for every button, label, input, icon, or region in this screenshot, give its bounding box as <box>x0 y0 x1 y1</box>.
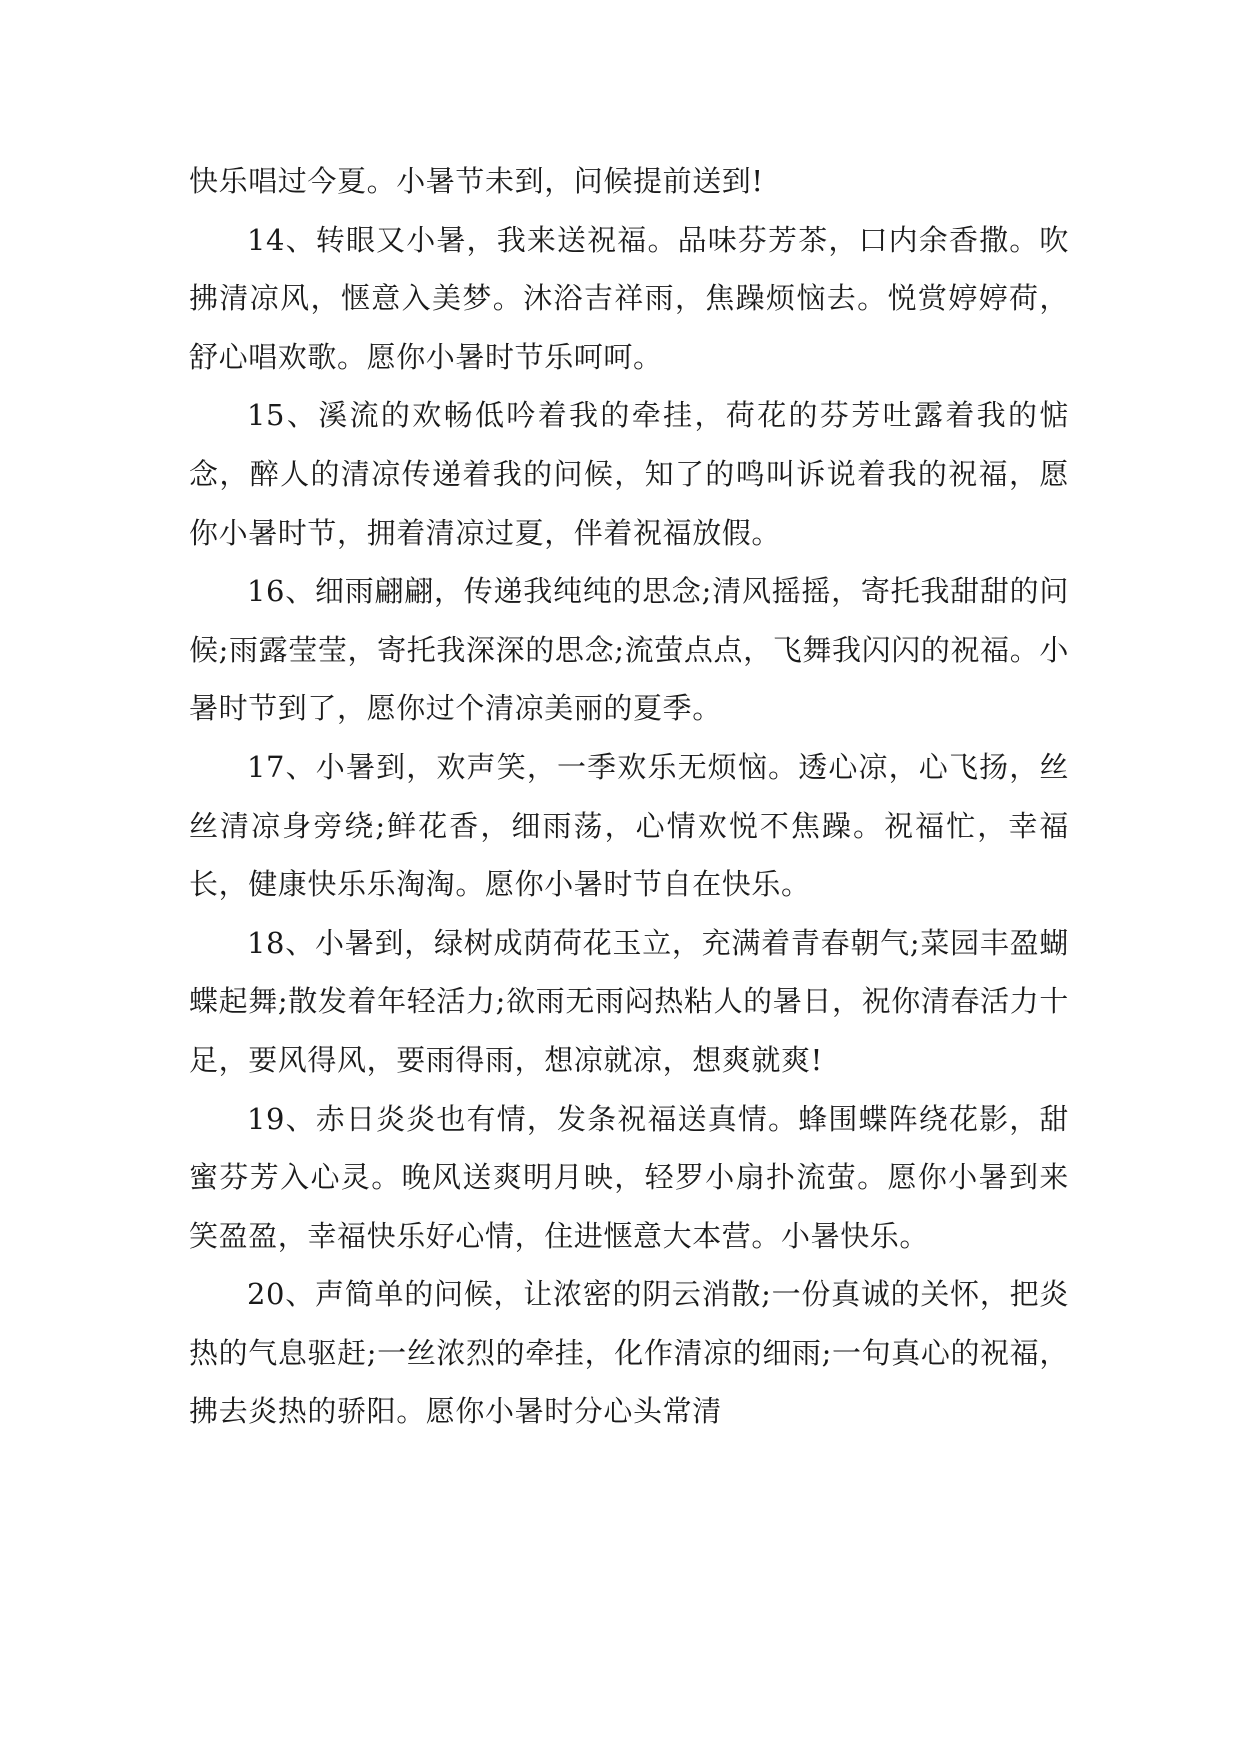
paragraph-20: 20、声简单的问候，让浓密的阴云消散;一份真诚的关怀，把炎热的气息驱赶;一丝浓烈的牵挂，化作清凉的细雨;一句真心的祝福，拂去炎热的骄阳。愿你小暑时分心头常清 <box>189 1277 1069 1429</box>
paragraph-16: 16、细雨翩翩，传递我纯纯的思念;清风摇摇，寄托我甜甜的问候;雨露莹莹，寄托我深深的思念;流萤点点，飞舞我闪闪的祝福。小暑时节到了，愿你过个清凉美丽的夏季。 <box>189 574 1069 726</box>
paragraph-18: 18、小暑到，绿树成荫荷花玉立，充满着青春朝气;菜园丰盈蝴蝶起舞;散发着年轻活力;欲雨无雨闷热粘人的暑日，祝你清春活力十足，要风得风，要雨得雨，想凉就凉，想爽就爽! <box>189 925 1069 1077</box>
document-body <box>189 152 1069 1441</box>
paragraph-14: 14、转眼又小暑，我来送祝福。品味芬芳茶，口内余香撒。吹拂清凉风，惬意入美梦。沐浴吉祥雨，焦躁烦恼去。悦赏婷婷荷，舒心唱欢歌。愿你小暑时节乐呵呵。 <box>189 222 1069 374</box>
paragraph-17: 17、小暑到，欢声笑，一季欢乐无烦恼。透心凉，心飞扬，丝丝清凉身旁绕;鲜花香，细雨荡，心情欢悦不焦躁。祝福忙，幸福长，健康快乐乐淘淘。愿你小暑时节自在快乐。 <box>189 749 1069 902</box>
paragraph-19: 19、赤日炎炎也有情，发条祝福送真情。蜂围蝶阵绕花影，甜蜜芬芳入心灵。晚风送爽明月映，轻罗小扇扑流萤。愿你小暑到来笑盈盈，幸福快乐好心情，住进惬意大本营。小暑快乐。 <box>189 1101 1069 1253</box>
paragraph-15: 15、溪流的欢畅低吟着我的牵挂，荷花的芬芳吐露着我的惦念，醉人的清凉传递着我的问候，知了的鸣叫诉说着我的祝福，愿你小暑时节，拥着清凉过夏，伴着祝福放假。 <box>189 398 1069 550</box>
paragraph-continuation: 快乐唱过今夏。小暑节未到，问候提前送到! <box>189 164 764 198</box>
